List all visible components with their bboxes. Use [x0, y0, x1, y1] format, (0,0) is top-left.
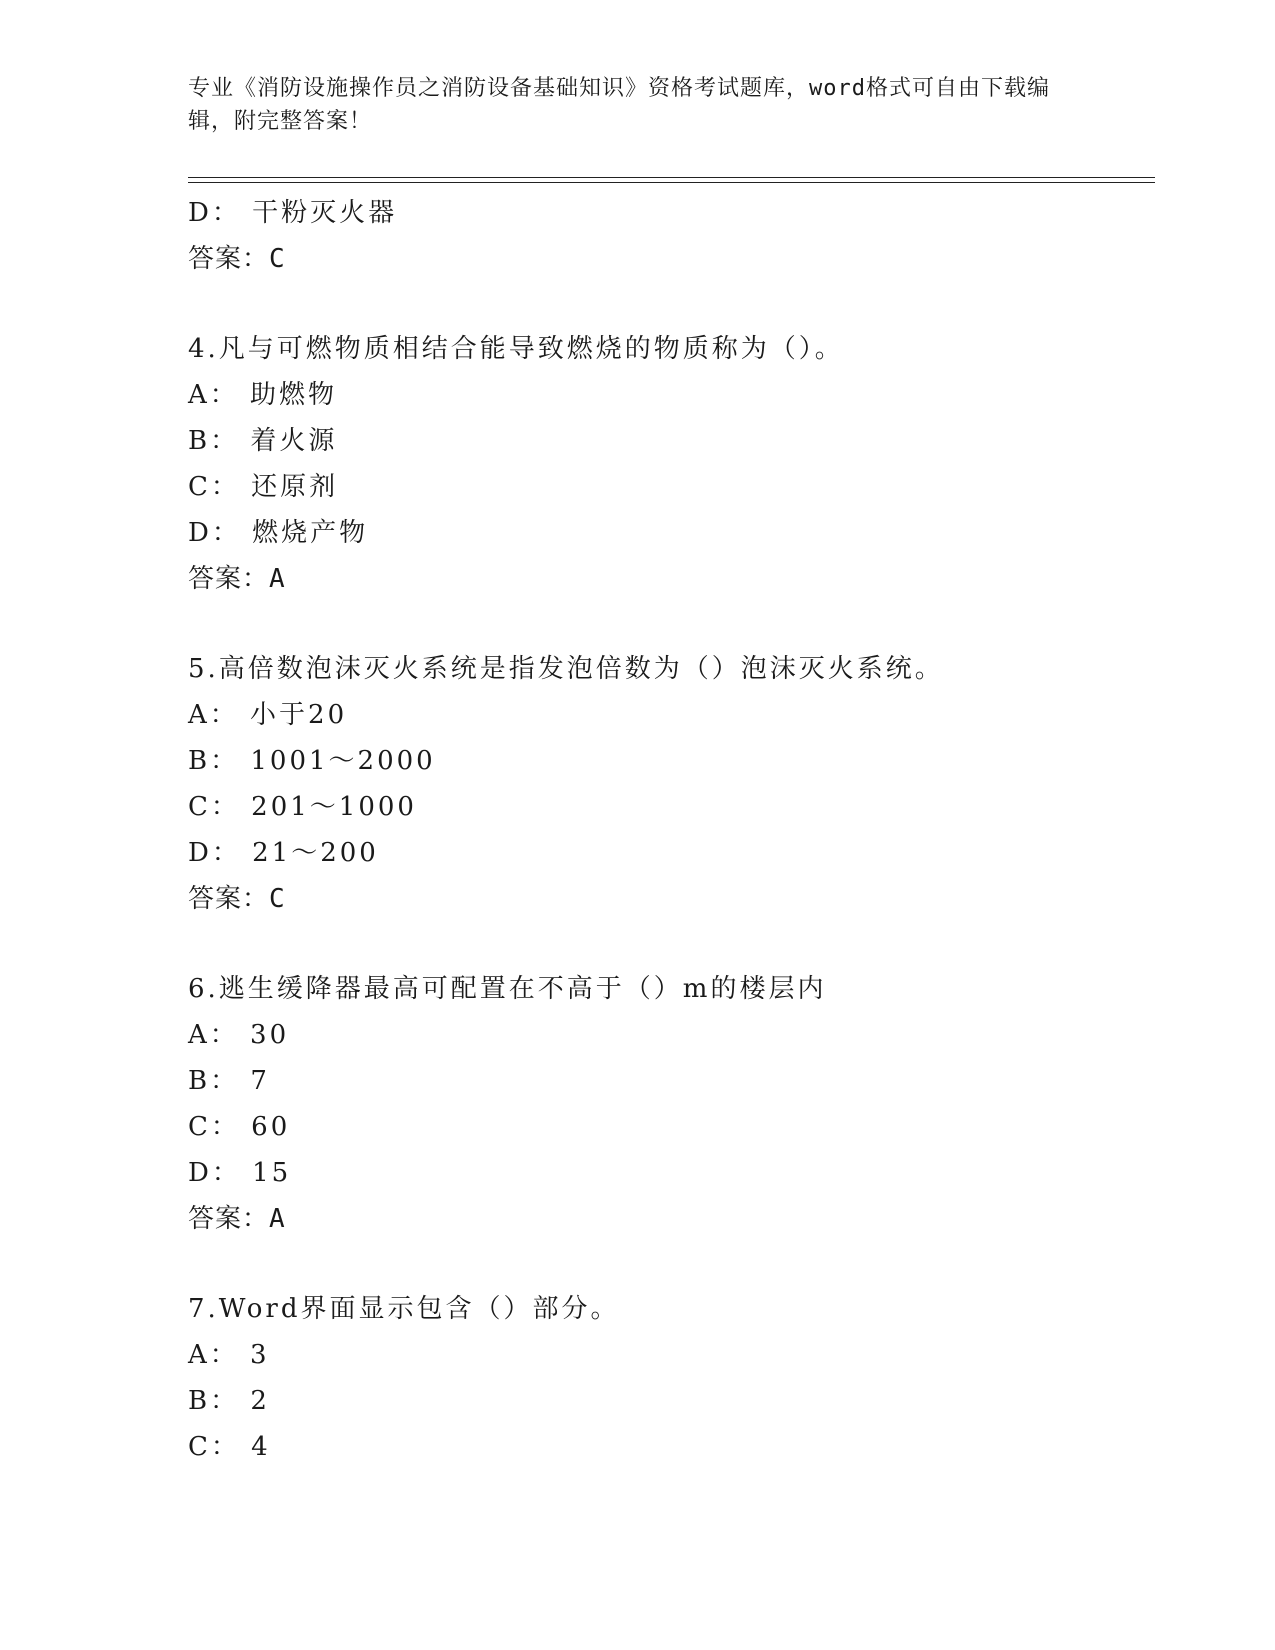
question-stem: 6.逃生缓降器最高可配置在不高于（）m的楼层内	[188, 974, 827, 1004]
question-block	[188, 966, 1148, 1242]
header-divider-bottom	[188, 182, 1155, 183]
question-block	[188, 646, 1148, 922]
spacer	[188, 602, 1148, 646]
option-line: A： 小于20	[188, 700, 348, 730]
option-line: C： 4	[188, 1432, 271, 1462]
spacer	[188, 1242, 1148, 1286]
question-block	[188, 326, 1148, 602]
answer-line: 答案：C	[188, 244, 286, 274]
option-line: C： 60	[188, 1112, 291, 1142]
header-text: 专业《消防设施操作员之消防设备基础知识》资格考试题库，word格式可自由下载编辑，附完整答案！	[188, 76, 1050, 134]
option-line: B： 7	[188, 1066, 270, 1096]
option-line: D： 21～200	[188, 838, 379, 868]
spacer	[188, 282, 1148, 326]
option-line: A： 30	[188, 1020, 290, 1050]
option-line: C： 201～1000	[188, 792, 417, 822]
answer-line: 答案：A	[188, 564, 286, 594]
question-stem: 7.Word界面显示包含（）部分。	[188, 1294, 620, 1324]
question-block	[188, 1286, 1148, 1470]
option-line: D： 燃烧产物	[188, 518, 369, 548]
option-line: D： 15	[188, 1158, 292, 1188]
spacer	[188, 922, 1148, 966]
document-header	[188, 72, 1068, 138]
option-line: D： 干粉灭火器	[188, 198, 398, 228]
answer-line: 答案：C	[188, 884, 286, 914]
question-stem: 4.凡与可燃物质相结合能导致燃烧的物质称为（）。	[188, 334, 844, 364]
question-list	[188, 190, 1148, 1470]
option-line: B： 1001～2000	[188, 746, 436, 776]
option-line: A： 助燃物	[188, 380, 338, 410]
option-line: C： 还原剂	[188, 472, 339, 502]
answer-line: 答案：A	[188, 1204, 286, 1234]
option-line: B： 2	[188, 1386, 270, 1416]
option-line: B： 着火源	[188, 426, 338, 456]
option-line: A： 3	[188, 1340, 270, 1370]
question-stem: 5.高倍数泡沫灭火系统是指发泡倍数为（）泡沫灭火系统。	[188, 654, 944, 684]
header-divider-top	[188, 177, 1155, 178]
